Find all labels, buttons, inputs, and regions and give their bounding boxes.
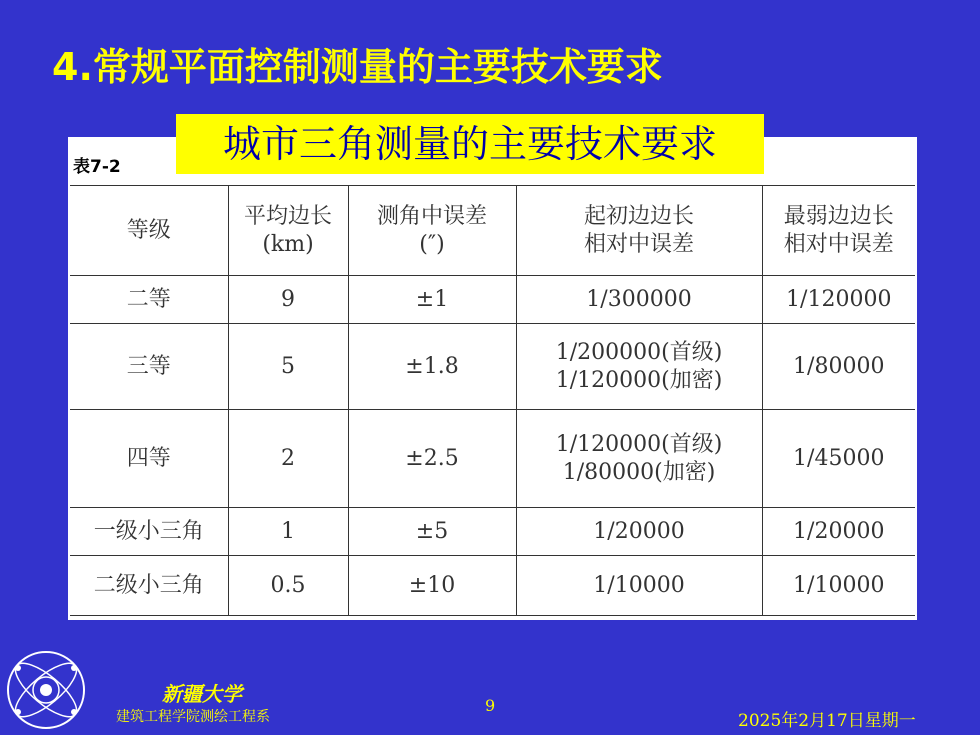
table-cell: 2 (228, 410, 348, 508)
table-cell: ±10 (348, 556, 516, 616)
table-cell: 1/45000 (762, 410, 915, 508)
table-cell: 二级小三角 (70, 556, 228, 616)
footer-university: 新疆大学 (162, 682, 242, 706)
table-cell: 1/10000 (516, 556, 762, 616)
table-row (70, 556, 915, 616)
table-cell: 一级小三角 (70, 508, 228, 556)
table-cell: 1/120000(首级) 1/80000(加密) (516, 410, 762, 508)
table-cell: ±1 (348, 276, 516, 324)
header-cell: 等级 (70, 186, 228, 276)
table-cell: 0.5 (228, 556, 348, 616)
table-row (70, 276, 915, 324)
requirements-table (70, 185, 915, 616)
table-cell: 9 (228, 276, 348, 324)
table-cell: 5 (228, 324, 348, 410)
header-cell: 平均边长 (km) (228, 186, 348, 276)
table-cell: ±1.8 (348, 324, 516, 410)
table-cell: ±5 (348, 508, 516, 556)
page-number: 9 (485, 696, 496, 715)
table-row (70, 324, 915, 410)
table-cell: 1/200000(首级) 1/120000(加密) (516, 324, 762, 410)
footer-date: 2025年2月17日星期一 (738, 711, 916, 731)
table-cell: ±2.5 (348, 410, 516, 508)
header-cell: 起初边边长 相对中误差 (516, 186, 762, 276)
header-cell: 最弱边边长 相对中误差 (762, 186, 915, 276)
table-cell: 1/80000 (762, 324, 915, 410)
table-cell: 三等 (70, 324, 228, 410)
table-header-row (70, 186, 915, 276)
header-cell: 测角中误差 (″) (348, 186, 516, 276)
table-cell: 1/20000 (762, 508, 915, 556)
table-cell: 四等 (70, 410, 228, 508)
slide-title: 4.常规平面控制测量的主要技术要求 (52, 45, 663, 89)
table-cell: 二等 (70, 276, 228, 324)
table-subtitle: 城市三角测量的主要技术要求 (176, 114, 764, 174)
table-cell: 1/20000 (516, 508, 762, 556)
table-cell: 1 (228, 508, 348, 556)
table-row (70, 410, 915, 508)
table-cell: 1/120000 (762, 276, 915, 324)
table-label: 表7-2 (73, 157, 121, 177)
university-logo-icon (4, 648, 88, 732)
table-row (70, 508, 915, 556)
table-cell: 1/10000 (762, 556, 915, 616)
table-cell: 1/300000 (516, 276, 762, 324)
footer-department: 建筑工程学院测绘工程系 (116, 709, 270, 725)
